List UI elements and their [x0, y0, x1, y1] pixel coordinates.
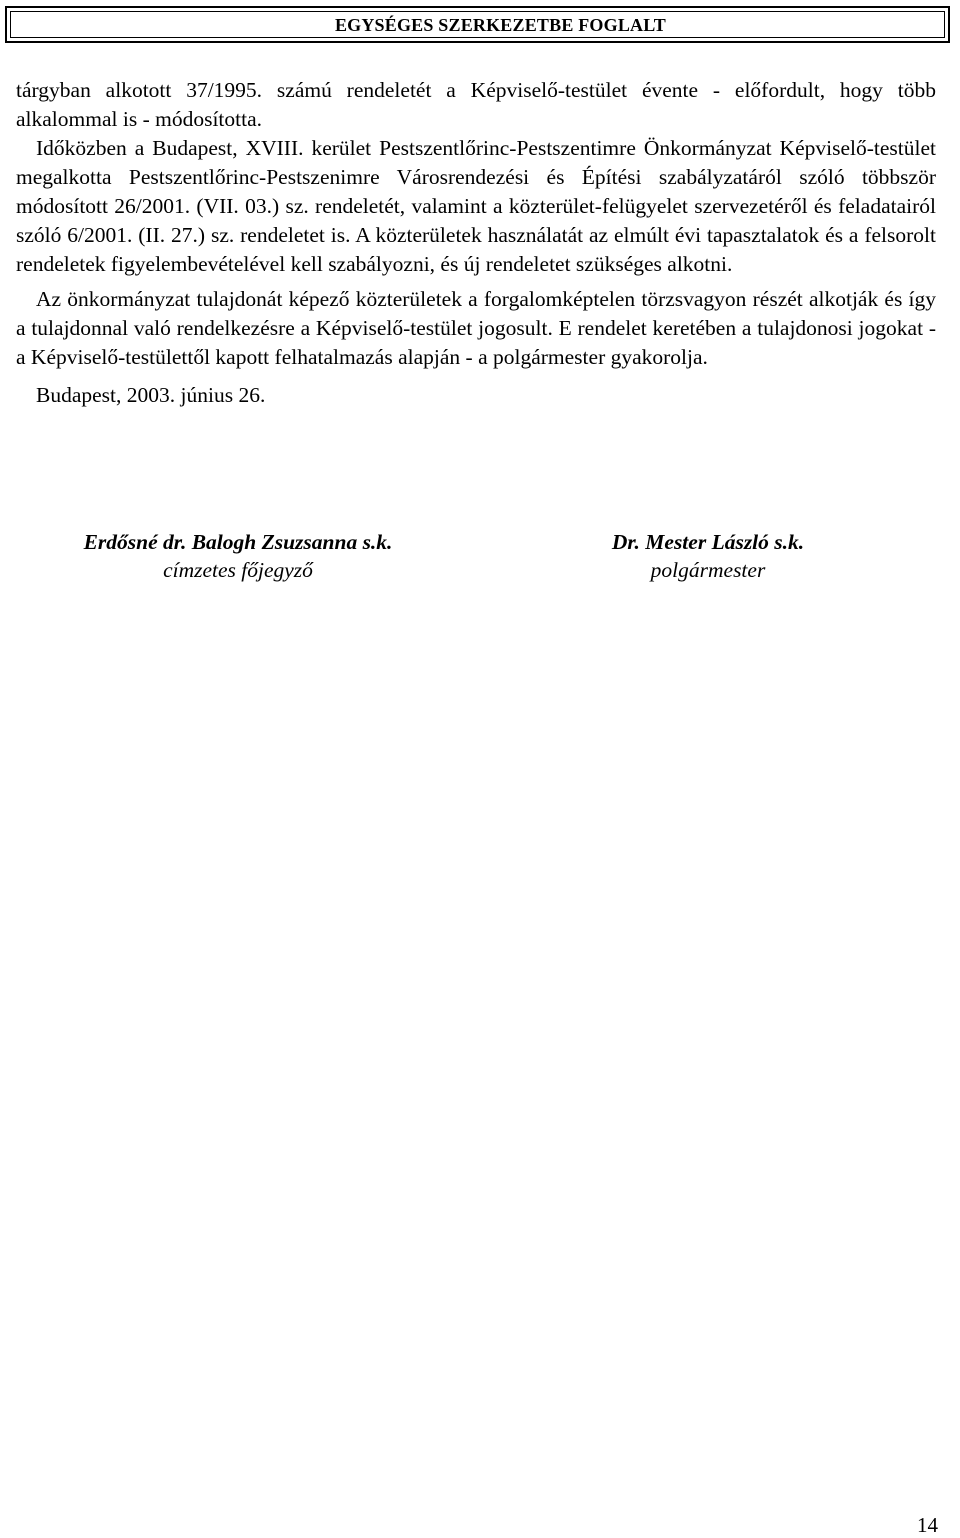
signature-right-role: polgármester [650, 558, 766, 582]
document-header [5, 6, 950, 43]
signature-right-name: Dr. Mester László s.k. [611, 530, 805, 554]
signature-right [578, 528, 838, 584]
paragraph-1: tárgyban alkotott 37/1995. számú rendeletét a Képviselő-testület évente - előfordult, hogy több alkalommal is - módosította. [16, 78, 936, 131]
signature-left-name: Erdősné dr. Balogh Zsuzsanna s.k. [83, 530, 393, 554]
signature-left-role: címzetes főjegyző [163, 558, 313, 582]
document-date: Budapest, 2003. június 26. [36, 383, 266, 407]
paragraph-2: Időközben a Budapest, XVIII. kerület Pestszentlőrinc-Pestszentimre Önkormányzat Képviselő-testület megalkotta Pestszentlőrinc-Pestszenimre Városrendezési és Építési szabályzatáról szóló többször módosított 26/2001. (VII. 03.) sz. rendeletét, valamint a közterület-felügyelet szervezetéről és feladatairól szóló 6/2001. (II. 27.) sz. rendeletet is. A közterületek használatát az elmúlt évi tapasztalatok és a felsorolt rendeletek figyelembevételével kell szabályozni, és új rendeletet szükséges alkotni. [16, 136, 936, 276]
document-body [16, 76, 936, 410]
signature-left [60, 528, 416, 584]
paragraph-3: Az önkormányzat tulajdonát képező közterületek a forgalomképtelen törzsvagyon részét alkotják és így a tulajdonnal való rendelkezésre a Képviselő-testület jogosult. E rendelet keretében a tulajdonosi jogokat - a Képviselő-testülettől kapott felhatalmazás alapján - a polgármester gyakorolja. [16, 287, 936, 369]
page-number: 14 [917, 1513, 938, 1537]
header-title: EGYSÉGES SZERKEZETBE FOGLALT [334, 15, 666, 35]
